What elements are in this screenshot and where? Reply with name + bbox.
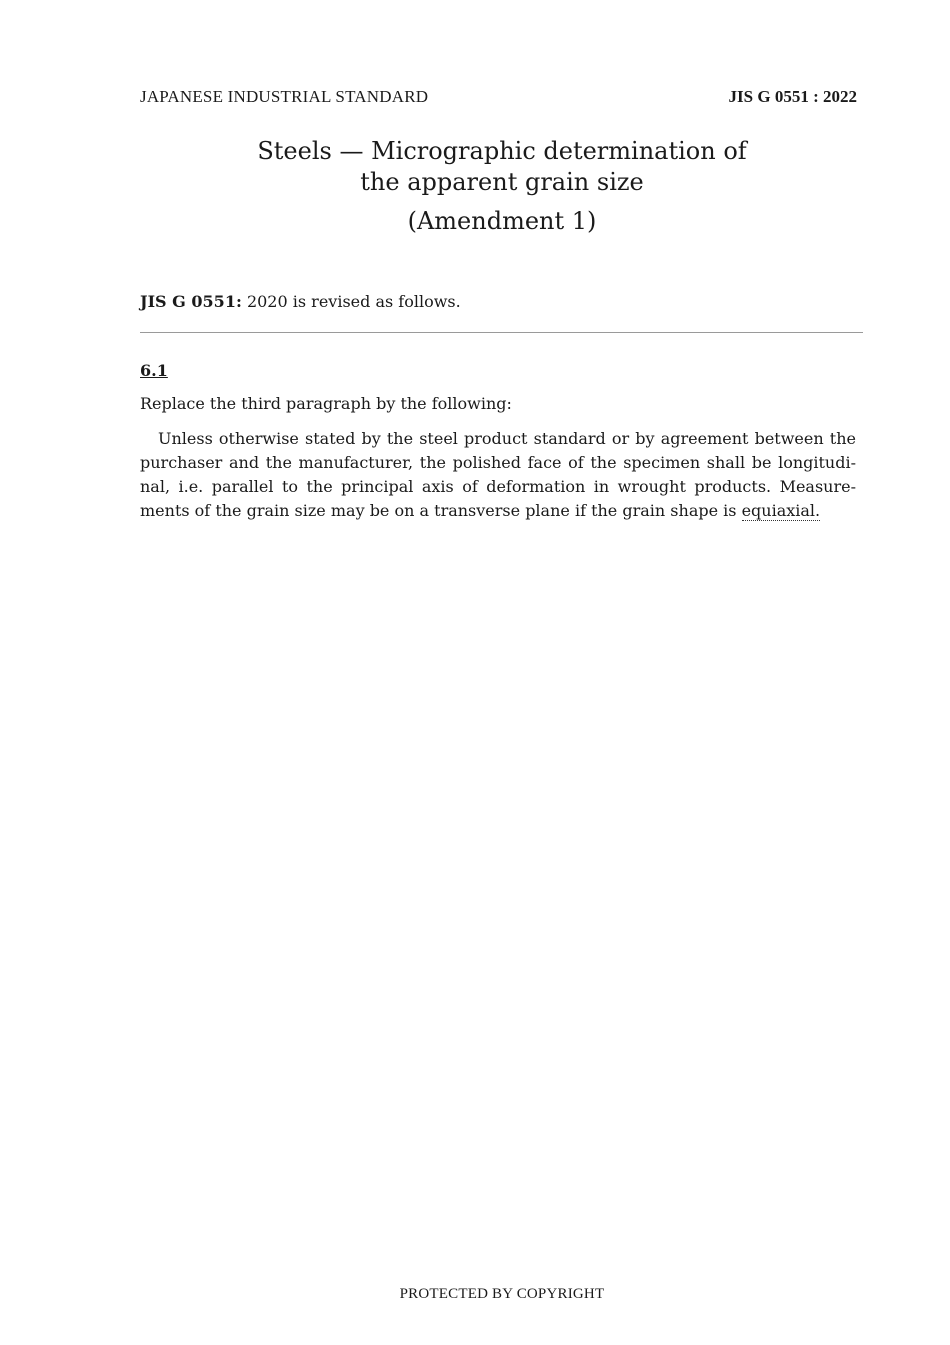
revision-statement	[140, 292, 461, 311]
document-title	[0, 136, 950, 237]
marked-word: equiaxial.	[741, 501, 821, 520]
paragraph-line-1: Unless otherwise stated by the steel product standard or by agreement between the	[158, 429, 856, 448]
header-organization: JAPANESE INDUSTRIAL STANDARD	[140, 87, 429, 106]
paragraph-line-4-text: ments of the grain size may be on a transverse plane if the grain shape is	[140, 501, 742, 520]
revision-text: 2020 is revised as follows.	[241, 292, 461, 311]
clause-number: 6.1	[140, 361, 168, 380]
section-divider	[140, 332, 863, 333]
paragraph-line-3: nal, i.e. parallel to the principal axis of deformation in wrought products. Measure-	[140, 477, 856, 496]
revision-standard: JIS G 0551:	[140, 292, 242, 311]
header-standard-number: JIS G 0551 : 2022	[728, 87, 857, 106]
title-line-1: Steels — Micrographic determination of	[257, 137, 747, 165]
replacement-paragraph	[140, 427, 856, 523]
paragraph-line-4	[140, 499, 856, 523]
title-line-2: the apparent grain size	[360, 168, 644, 196]
copyright-footer: PROTECTED BY COPYRIGHT	[399, 1286, 605, 1302]
title-amendment: (Amendment 1)	[407, 207, 597, 235]
clause-instruction: Replace the third paragraph by the following:	[140, 394, 512, 413]
paragraph-line-2: purchaser and the manufacturer, the polished face of the specimen shall be longitudi-	[140, 453, 856, 472]
